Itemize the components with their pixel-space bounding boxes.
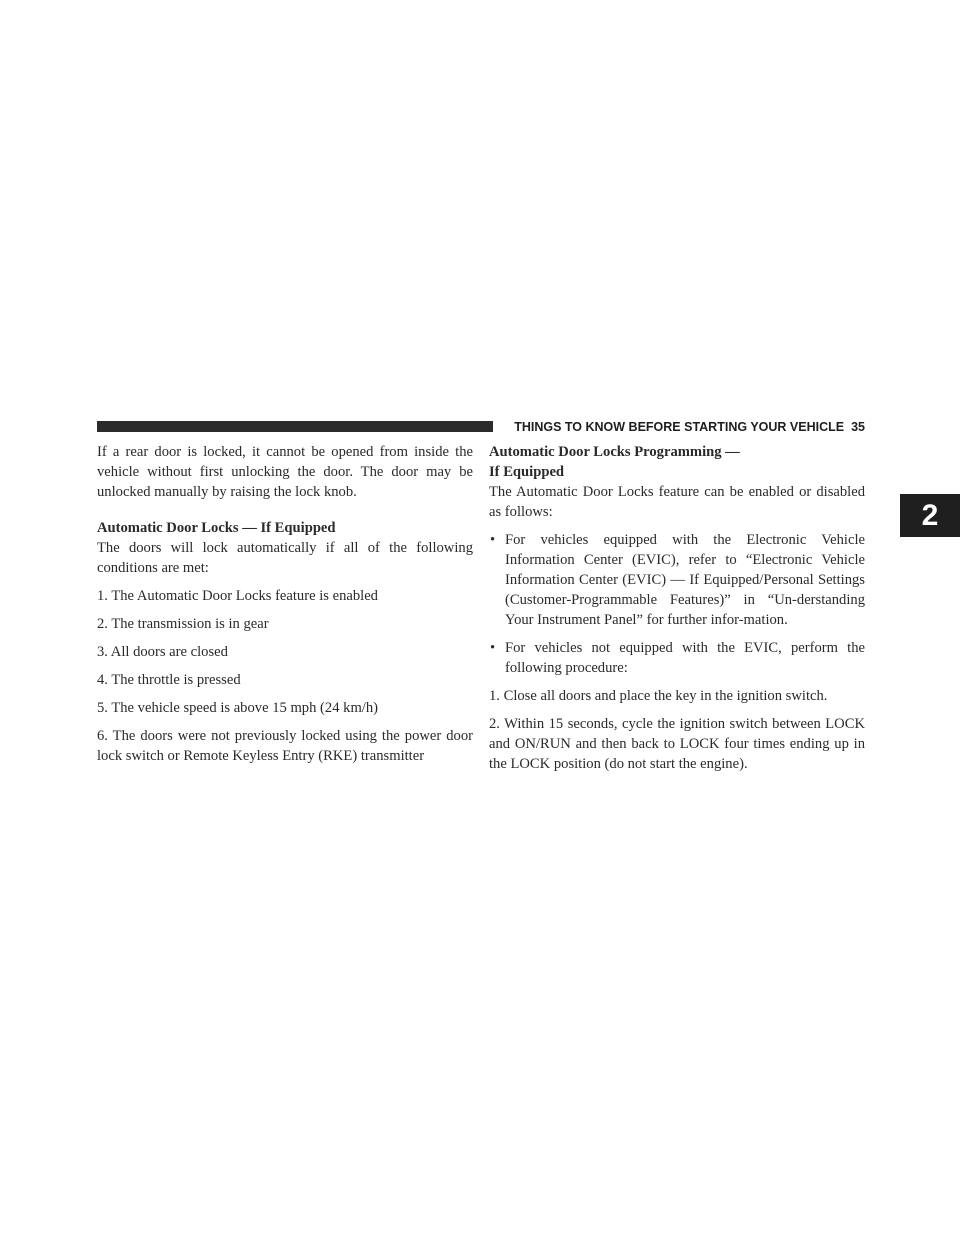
bullet-text: For vehicles not equipped with the EVIC, perform the following procedure: [505,640,865,676]
bullet-item [489,638,865,678]
left-column [97,442,473,774]
right-column [489,442,865,782]
chapter-tab: 2 [900,494,960,537]
condition-item: 3. All doors are closed [97,644,228,660]
condition-item: 5. The vehicle speed is above 15 mph (24 km/h) [97,700,379,716]
condition-item: 1. The Automatic Door Locks feature is enabled [97,588,378,604]
section-title: THINGS TO KNOW BEFORE STARTING YOUR VEHICLE [514,420,845,434]
bullet-icon: • [490,532,496,548]
lead-paragraph: The doors will lock automatically if all of the following conditions are met: [97,540,473,576]
running-header [507,419,865,435]
lead-paragraph: The Automatic Door Locks feature can be enabled or disabled as follows: [489,484,865,520]
condition-item: 4. The throttle is pressed [97,672,241,688]
page-number: 35 [851,420,865,434]
heading-line: Automatic Door Locks Programming — [489,444,740,460]
condition-item: 2. The transmission is in gear [97,616,269,632]
bullet-text: For vehicles equipped with the Electronic Vehicle Information Center (EVIC), refer to “Electronic Vehicle Information Center (EVIC) — If Equipped/Personal Settings (Customer-Programmable Features)” in “Un-derstanding Your Instrument Panel” for further infor-mation. [505,532,865,628]
intro-paragraph: If a rear door is locked, it cannot be opened from inside the vehicle without first unlocking the door. The door may be unlocked manually by raising the lock knob. [97,444,473,500]
step-item: 1. Close all doors and place the key in the ignition switch. [489,688,828,704]
header-rule [97,421,493,432]
bullet-icon: • [490,640,496,656]
section-heading: Automatic Door Locks — If Equipped [97,520,336,536]
section-heading [489,442,865,482]
heading-line: If Equipped [489,464,565,480]
step-item: 2. Within 15 seconds, cycle the ignition switch between LOCK and ON/RUN and then back to LOCK four times ending up in the LOCK position (do not start the engine). [489,716,865,772]
condition-item: 6. The doors were not previously locked using the power door lock switch or Remote Keyless Entry (RKE) transmitter [97,728,473,764]
bullet-item [489,530,865,630]
